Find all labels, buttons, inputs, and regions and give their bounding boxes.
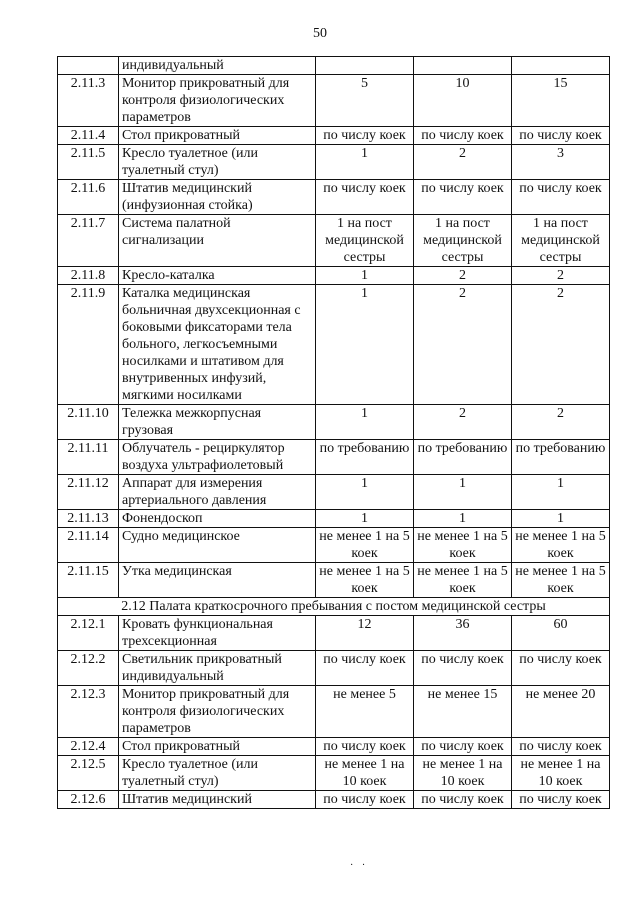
item-number: 2.11.10 bbox=[58, 405, 119, 440]
table-row bbox=[58, 475, 610, 510]
item-value-col1: не менее 5 bbox=[316, 686, 414, 738]
item-name: Штатив медицинский bbox=[119, 791, 316, 809]
item-value-col2: по числу коек bbox=[414, 180, 512, 215]
item-name: Штатив медицинский (инфузионная стойка) bbox=[119, 180, 316, 215]
item-value-col3: 2 bbox=[512, 267, 610, 285]
item-name: Тележка межкорпусная грузовая bbox=[119, 405, 316, 440]
item-name: Стол прикроватный bbox=[119, 127, 316, 145]
item-value-col1: по числу коек bbox=[316, 738, 414, 756]
item-number: 2.11.3 bbox=[58, 75, 119, 127]
item-name: Облучатель - рециркулятор воздуха ультрафиолетовый bbox=[119, 440, 316, 475]
item-value-col1: 5 bbox=[316, 75, 414, 127]
item-name: Кровать функциональная трехсекционная bbox=[119, 616, 316, 651]
item-value-col3: 1 bbox=[512, 510, 610, 528]
item-value-col3: по числу коек bbox=[512, 651, 610, 686]
item-value-col1: 1 bbox=[316, 285, 414, 405]
item-number: 2.12.4 bbox=[58, 738, 119, 756]
item-value-col2: по числу коек bbox=[414, 738, 512, 756]
table-row bbox=[58, 563, 610, 598]
item-value-col1: по числу коек bbox=[316, 791, 414, 809]
table-row bbox=[58, 267, 610, 285]
item-value-col3: 2 bbox=[512, 285, 610, 405]
item-name: Утка медицинская bbox=[119, 563, 316, 598]
item-value-col3: по числу коек bbox=[512, 791, 610, 809]
item-value-col2: 2 bbox=[414, 285, 512, 405]
item-number: 2.12.1 bbox=[58, 616, 119, 651]
item-number: 2.11.14 bbox=[58, 528, 119, 563]
item-number: 2.11.12 bbox=[58, 475, 119, 510]
item-value-col3: 3 bbox=[512, 145, 610, 180]
item-number: 2.11.4 bbox=[58, 127, 119, 145]
item-value-col2: по числу коек bbox=[414, 127, 512, 145]
item-number: 2.11.13 bbox=[58, 510, 119, 528]
item-number: 2.11.15 bbox=[58, 563, 119, 598]
table-row bbox=[58, 127, 610, 145]
item-value-col3: не менее 1 на 10 коек bbox=[512, 756, 610, 791]
item-value-col1: 12 bbox=[316, 616, 414, 651]
item-value-col3: 15 bbox=[512, 75, 610, 127]
item-value-col2: 36 bbox=[414, 616, 512, 651]
item-value-col1: по числу коек bbox=[316, 127, 414, 145]
item-number: 2.12.2 bbox=[58, 651, 119, 686]
item-value-col2 bbox=[414, 57, 512, 75]
table-row bbox=[58, 57, 610, 75]
item-value-col1: по требованию bbox=[316, 440, 414, 475]
item-value-col2: по числу коек bbox=[414, 791, 512, 809]
item-value-col2: 2 bbox=[414, 145, 512, 180]
item-value-col1: 1 bbox=[316, 510, 414, 528]
item-value-col2: по требованию bbox=[414, 440, 512, 475]
item-value-col3: 60 bbox=[512, 616, 610, 651]
item-value-col1: не менее 1 на 10 коек bbox=[316, 756, 414, 791]
table-row bbox=[58, 791, 610, 809]
item-value-col2: 1 на пост медицинской сестры bbox=[414, 215, 512, 267]
item-name: Стол прикроватный bbox=[119, 738, 316, 756]
table-row bbox=[58, 616, 610, 651]
table-row bbox=[58, 215, 610, 267]
equipment-table-body bbox=[58, 57, 610, 809]
section-title: 2.12 Палата краткосрочного пребывания с постом медицинской сестры bbox=[58, 598, 610, 616]
item-value-col1: 1 на пост медицинской сестры bbox=[316, 215, 414, 267]
item-number: 2.11.8 bbox=[58, 267, 119, 285]
item-value-col1: по числу коек bbox=[316, 180, 414, 215]
item-number: 2.11.6 bbox=[58, 180, 119, 215]
item-number: 2.12.3 bbox=[58, 686, 119, 738]
item-number: 2.11.5 bbox=[58, 145, 119, 180]
item-number: 2.11.11 bbox=[58, 440, 119, 475]
item-name: Светильник прикроватный индивидуальный bbox=[119, 651, 316, 686]
item-number: 2.11.7 bbox=[58, 215, 119, 267]
table-row bbox=[58, 180, 610, 215]
item-value-col3: не менее 1 на 5 коек bbox=[512, 563, 610, 598]
item-value-col3: не менее 20 bbox=[512, 686, 610, 738]
table-row bbox=[58, 756, 610, 791]
item-name: Судно медицинское bbox=[119, 528, 316, 563]
item-value-col1 bbox=[316, 57, 414, 75]
item-name: Кресло туалетное (или туалетный стул) bbox=[119, 145, 316, 180]
item-value-col2: 2 bbox=[414, 405, 512, 440]
table-row bbox=[58, 686, 610, 738]
table-row bbox=[58, 651, 610, 686]
item-value-col2: 2 bbox=[414, 267, 512, 285]
item-number bbox=[58, 57, 119, 75]
table-row bbox=[58, 528, 610, 563]
table-row bbox=[58, 510, 610, 528]
item-name: Кресло-каталка bbox=[119, 267, 316, 285]
item-number: 2.12.5 bbox=[58, 756, 119, 791]
table-row bbox=[58, 738, 610, 756]
table-row bbox=[58, 145, 610, 180]
item-value-col2: 1 bbox=[414, 510, 512, 528]
item-value-col3 bbox=[512, 57, 610, 75]
table-row bbox=[58, 75, 610, 127]
item-name: Монитор прикроватный для контроля физиологических параметров bbox=[119, 686, 316, 738]
item-value-col2: не менее 15 bbox=[414, 686, 512, 738]
item-value-col1: 1 bbox=[316, 405, 414, 440]
item-name: Система палатной сигнализации bbox=[119, 215, 316, 267]
item-value-col2: 10 bbox=[414, 75, 512, 127]
item-value-col2: не менее 1 на 5 коек bbox=[414, 528, 512, 563]
item-value-col3: 2 bbox=[512, 405, 610, 440]
item-name: Аппарат для измерения артериального давления bbox=[119, 475, 316, 510]
footer-mark: · · bbox=[350, 860, 369, 871]
item-number: 2.11.9 bbox=[58, 285, 119, 405]
item-value-col3: не менее 1 на 5 коек bbox=[512, 528, 610, 563]
item-value-col2: не менее 1 на 5 коек bbox=[414, 563, 512, 598]
item-value-col1: 1 bbox=[316, 475, 414, 510]
item-value-col3: по числу коек bbox=[512, 738, 610, 756]
item-number: 2.12.6 bbox=[58, 791, 119, 809]
item-name: Фонендоскоп bbox=[119, 510, 316, 528]
item-value-col3: по числу коек bbox=[512, 180, 610, 215]
item-value-col2: не менее 1 на 10 коек bbox=[414, 756, 512, 791]
item-value-col1: 1 bbox=[316, 145, 414, 180]
table-row bbox=[58, 405, 610, 440]
table-row bbox=[58, 440, 610, 475]
item-name: Монитор прикроватный для контроля физиологических параметров bbox=[119, 75, 316, 127]
item-value-col2: 1 bbox=[414, 475, 512, 510]
page-number: 50 bbox=[313, 26, 327, 41]
item-value-col1: не менее 1 на 5 коек bbox=[316, 563, 414, 598]
table-row bbox=[58, 285, 610, 405]
equipment-table bbox=[57, 56, 610, 809]
section-header-row bbox=[58, 598, 610, 616]
item-value-col3: по числу коек bbox=[512, 127, 610, 145]
item-name: индивидуальный bbox=[119, 57, 316, 75]
item-value-col1: 1 bbox=[316, 267, 414, 285]
item-value-col3: 1 на пост медицинской сестры bbox=[512, 215, 610, 267]
item-name: Каталка медицинская больничная двухсекционная с боковыми фиксаторами тела больного, легкосъемными носилками и штативом для внутривенных инфузий, мягкими носилками bbox=[119, 285, 316, 405]
item-value-col1: по числу коек bbox=[316, 651, 414, 686]
item-value-col3: 1 bbox=[512, 475, 610, 510]
item-name: Кресло туалетное (или туалетный стул) bbox=[119, 756, 316, 791]
item-value-col3: по требованию bbox=[512, 440, 610, 475]
item-value-col2: по числу коек bbox=[414, 651, 512, 686]
item-value-col1: не менее 1 на 5 коек bbox=[316, 528, 414, 563]
